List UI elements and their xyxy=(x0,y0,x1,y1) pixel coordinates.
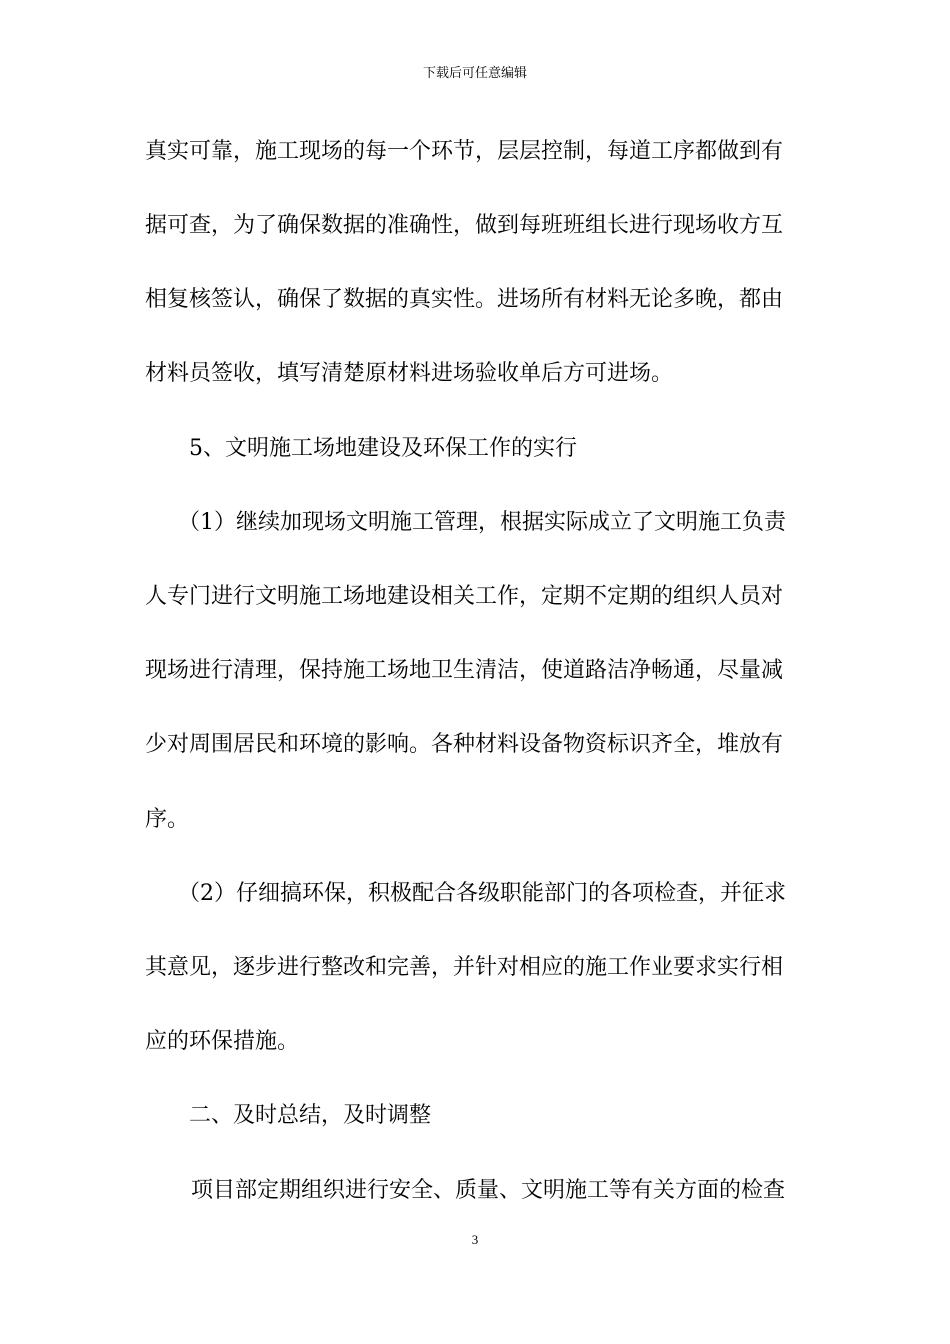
text-line: （1）继续加现场文明施工管理，根据实际成立了文明施工负责 xyxy=(178,510,786,535)
text-line: 其意见，逐步进行整改和完善，并针对相应的施工作业要求实行相 xyxy=(145,955,784,980)
section-heading: 5、文明施工场地建设及环保工作的实行 xyxy=(189,436,577,461)
page-number: 3 xyxy=(471,1232,479,1247)
text-line: 序。 xyxy=(145,807,190,832)
page-header: 下载后可任意编辑 xyxy=(422,66,527,81)
text-line: 项目部定期组织进行安全、质量、文明施工等有关方面的检查 xyxy=(191,1178,786,1203)
text-line: 据可查，为了确保数据的准确性，做到每班班组长进行现场收方互 xyxy=(145,213,784,238)
text-line: 相复核签认，确保了数据的真实性。进场所有材料无论多晚，都由 xyxy=(145,287,784,312)
text-line: 少对周围居民和环境的影响。各种材料设备物资标识齐全，堆放有 xyxy=(145,732,784,757)
text-line: 真实可靠，施工现场的每一个环节，层层控制，每道工序都做到有 xyxy=(145,139,784,164)
text-line: （2）仔细搞环保，积极配合各级职能部门的各项检查，并征求 xyxy=(178,881,786,906)
text-line: 应的环保措施。 xyxy=(145,1029,300,1054)
text-line: 材料员签收，填写清楚原材料进场验收单后方可进场。 xyxy=(145,361,674,386)
text-line: 人专门进行文明施工场地建设相关工作，定期不定期的组织人员对 xyxy=(145,584,784,609)
section-heading: 二、及时总结，及时调整 xyxy=(189,1103,432,1128)
text-line: 现场进行清理，保持施工场地卫生清洁，使道路洁净畅通，尽量减 xyxy=(145,658,784,683)
